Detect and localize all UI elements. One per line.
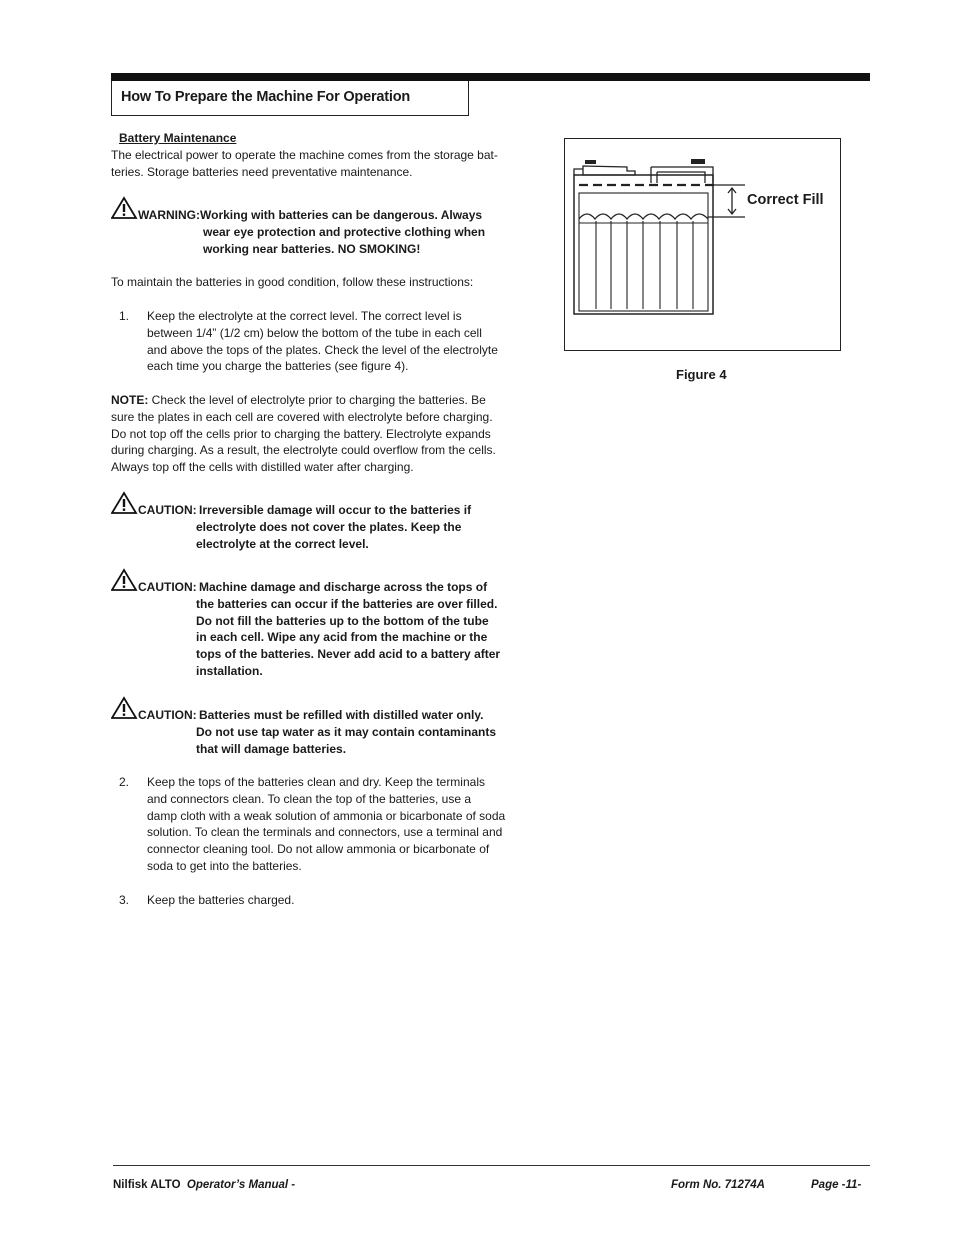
caution-line: Batteries must be refilled with distilled water only. xyxy=(199,708,484,722)
section-title-box xyxy=(111,81,469,116)
footer-brand: Nilfisk ALTO xyxy=(113,1179,181,1191)
figure-caption: Figure 4 xyxy=(676,367,727,382)
maintain-intro-text: To maintain the batteries in good condition, follow these instructions: xyxy=(111,275,474,289)
step-number: 3. xyxy=(119,893,130,907)
note-line: sure the plates in each cell are covered with electrolyte before charging. xyxy=(111,409,493,424)
figure-4-frame xyxy=(564,138,841,351)
caution-line: Do not fill the batteries up to the bottom of the tube xyxy=(196,613,489,628)
footer-page xyxy=(811,1177,861,1194)
section-title: How To Prepare the Machine For Operation xyxy=(121,89,411,105)
battery-maintenance-heading: Battery Maintenance xyxy=(119,131,237,145)
caution-line: Do not use tap water as it may contain contaminants xyxy=(196,724,497,739)
step-line: Keep the electrolyte at the correct level. The correct level is xyxy=(147,309,462,323)
warning-label: WARNING: xyxy=(138,208,200,222)
step-line: and above the tops of the plates. Check the level of the electrolyte xyxy=(147,342,498,357)
note-line: Check the level of electrolyte prior to charging the batteries. Be xyxy=(148,393,486,407)
footer-page-number: Page -11- xyxy=(811,1179,862,1191)
battery-illustration xyxy=(565,139,839,349)
warning-line: working near batteries. NO SMOKING! xyxy=(203,241,421,256)
intro-line: The electrical power to operate the machine comes from the storage bat- xyxy=(111,147,498,162)
note-line: Do not top off the cells prior to charging the battery. Electrolyte expands xyxy=(111,426,491,441)
step-line: connector cleaning tool. Do not allow ammonia or bicarbonate of xyxy=(147,842,490,857)
footer-form xyxy=(671,1177,765,1194)
caution-line: in each cell. Wipe any acid from the machine or the xyxy=(196,630,488,645)
battery-maintenance-intro xyxy=(111,130,496,180)
step-line: damp cloth with a weak solution of ammonia or bicarbonate of soda xyxy=(147,808,506,823)
step-line: solution. To clean the terminals and connectors, use a terminal and xyxy=(147,825,503,840)
maintain-intro xyxy=(111,274,473,291)
caution-line: electrolyte at the correct level. xyxy=(196,536,369,551)
warning-line: wear eye protection and protective clothing when xyxy=(203,224,486,239)
intro-line: teries. Storage batteries need preventative maintenance. xyxy=(111,164,413,179)
step-number: 2. xyxy=(119,775,130,789)
header-rule xyxy=(111,73,870,81)
caution-line: electrolyte does not cover the plates. Keep the xyxy=(196,519,462,534)
step-line: Keep the batteries charged. xyxy=(147,893,295,907)
warning-line: Working with batteries can be dangerous. Always xyxy=(200,208,483,222)
note-line: during charging. As a result, the electrolyte could overflow from the cells. xyxy=(111,443,496,458)
footer-left xyxy=(113,1177,295,1194)
step-line: soda to get into the batteries. xyxy=(147,858,302,873)
caution-line: Machine damage and discharge across the tops of xyxy=(199,580,488,594)
note-line: Always top off the cells with distilled water after charging. xyxy=(111,460,414,475)
caution-line: that will damage batteries. xyxy=(196,741,347,756)
note-label: NOTE: xyxy=(111,393,149,407)
note-block xyxy=(111,392,496,476)
caution-line: the batteries can occur if the batteries are over filled. xyxy=(196,596,498,611)
correct-fill-label: Correct Fill xyxy=(747,192,824,208)
step-line: each time you charge the batteries (see figure 4). xyxy=(147,359,409,374)
footer-manual: Operator’s Manual - xyxy=(186,1179,296,1191)
step-line: and connectors clean. To clean the top of the batteries, use a xyxy=(147,791,471,806)
step-number: 1. xyxy=(119,309,130,323)
caution-label: CAUTION: xyxy=(138,708,197,722)
caution-line: Irreversible damage will occur to the batteries if xyxy=(199,503,472,517)
step-line: between 1/4” (1/2 cm) below the bottom of the tube in each cell xyxy=(147,325,482,340)
footer-form-number: Form No. 71274A xyxy=(671,1179,765,1191)
footer-rule xyxy=(113,1165,870,1166)
caution-line: tops of the batteries. Never add acid to a battery after xyxy=(196,647,501,662)
caution-line: installation. xyxy=(196,663,263,678)
step-line: Keep the tops of the batteries clean and dry. Keep the terminals xyxy=(147,775,485,789)
caution-label: CAUTION: xyxy=(138,503,197,517)
caution-label: CAUTION: xyxy=(138,580,197,594)
